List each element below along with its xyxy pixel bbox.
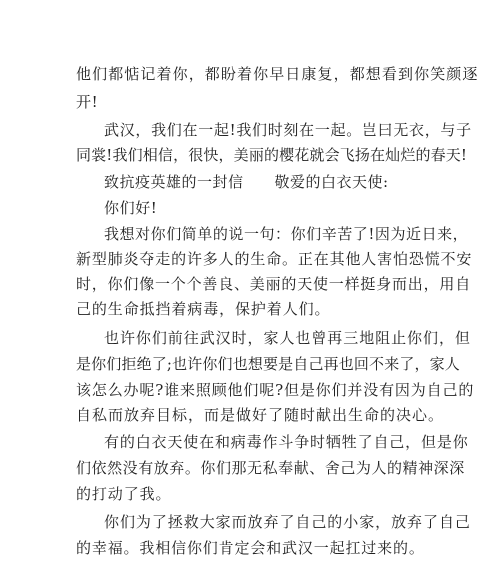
text-line: 你们为了拯救大家而放弃了自己的小家，放弃了自己 — [104, 513, 471, 531]
text-line: 己的生命抵挡着病毒，保护着人们。 — [76, 300, 331, 318]
text-line: 新型肺炎夺走的许多人的生命。正在其他人害怕恐慌不安 — [76, 250, 473, 268]
text-line: 们依然没有放弃。你们那无私奉献、舍己为人的精神深深 — [76, 459, 465, 477]
text-line: 是你们拒绝了;也许你们也想要是自己再也回不来了，家人 — [76, 355, 460, 373]
text-line: 时，你们像一个个善良、美丽的天使一样挺身而出，用自 — [76, 275, 472, 293]
text-line: 武汉，我们在一起!我们时刻在一起。岂曰无衣，与子 — [104, 121, 472, 139]
text-line: 有的白衣天使在和病毒作斗争时牺牲了自己，但是你 — [104, 433, 469, 451]
text-line: 也许你们前往武汉时，家人也曾再三地阻止你们，但 — [104, 329, 471, 347]
text-line: 你们好! — [104, 199, 158, 217]
text-line: 同裳!我们相信，很快，美丽的樱花就会飞扬在灿烂的春天! — [76, 146, 468, 164]
text-line: 的打动了我。 — [76, 485, 172, 503]
text-line: 该怎么办呢?谁来照顾他们呢?但是你们并没有因为自己的 — [76, 381, 475, 399]
text-line: 开! — [76, 93, 99, 111]
text-line: 的幸福。我相信你们肯定会和武汉一起扛过来的。 — [76, 539, 425, 557]
text-line: 我想对你们简单的说一句：你们辛苦了!因为近日来， — [104, 225, 469, 243]
text-line: 致抗疫英雄的一封信 敬爱的白衣天使: — [104, 173, 389, 191]
text-line: 自私而放弃目标，而是做好了随时献出生命的决心。 — [76, 406, 445, 424]
text-line: 他们都惦记着你，都盼着你早日康复，都想看到你笑颜逐 — [76, 65, 479, 83]
